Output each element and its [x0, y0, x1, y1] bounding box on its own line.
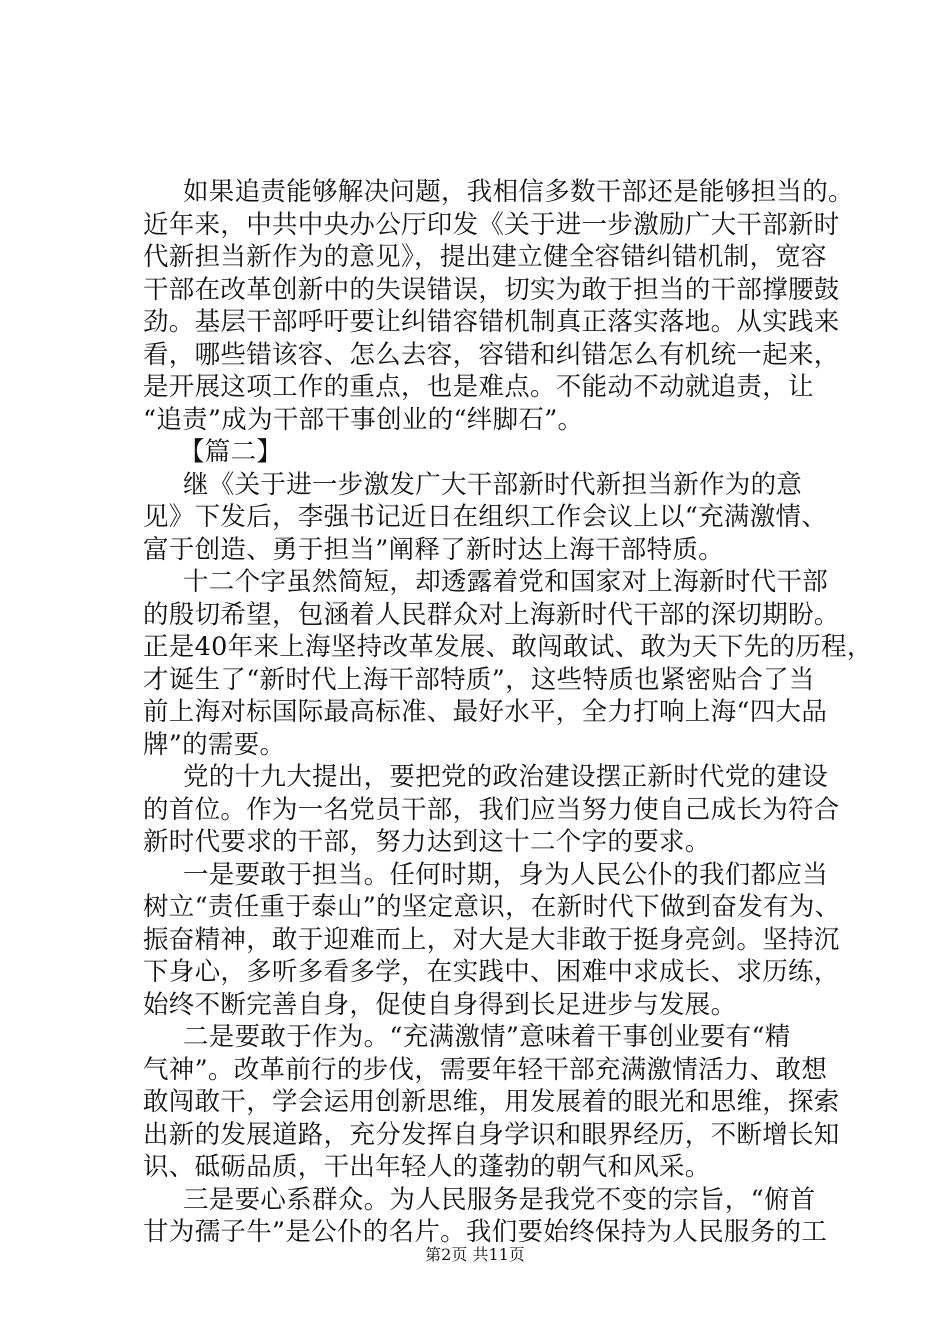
text-line: 气神”。改革前行的步伐，需要年轻干部充满激情活力、敢想 [143, 1054, 828, 1085]
text-line: 下身心，多听多看多学，在实践中、困难中求成长、求历练， [143, 957, 840, 987]
text-line: 敢闯敢干，学会运用创新思维，用发展着的眼光和思维，探索 [143, 1087, 840, 1117]
text-line: 看，哪些错该容、怎么去容，容错和纠错怎么有机统一起来， [143, 339, 840, 370]
text-line: 二是要敢于作为。“充满激情”意味着干事创业要有“精 [183, 1022, 791, 1052]
text-line: 前上海对标国际最高标准、最好水平，全力打响上海“四大品 [143, 697, 828, 727]
text-line: 的殷切希望，包涵着人民群众对上海新时代干部的深切期盼。 [143, 599, 840, 630]
text-line: 树立“责任重于泰山”的坚定意识，在新时代下做到奋发有为、 [143, 892, 841, 922]
text-line: 始终不断完善自身，促使自身得到长足进步与发展。 [143, 989, 737, 1020]
text-line: 如果追责能够解决问题，我相信多数干部还是能够担当的。 [183, 177, 854, 207]
text-line: 才诞生了“新时代上海干部特质”，这些特质也紧密贴合了当 [143, 664, 815, 695]
text-line: 十二个字虽然简短，却透露着党和国家对上海新时代干部 [183, 567, 829, 597]
text-line: 出新的发展道路，充分发挥自身学识和眼界经历，不断增长知 [143, 1119, 840, 1150]
text-line: 识、砥砺品质，干出年轻人的蓬勃的朝气和风采。 [143, 1152, 711, 1182]
text-line: 牌”的需要。 [143, 729, 286, 760]
text-line: 见》下发后，李强书记近日在组织工作会议上以“充满激情、 [143, 502, 828, 532]
text-line: 劲。基层干部呼吁要让纠错容错机制真正落实落地。从实践来 [143, 307, 840, 337]
text-line: 一是要敢于担当。任何时期，身为人民公仆的我们都应当 [183, 859, 829, 890]
text-line: 继《关于进一步激发广大干部新时代新担当新作为的意 [183, 469, 803, 500]
text-line: 的首位。作为一名党员干部，我们应当努力使自己成长为符合 [143, 794, 840, 825]
section-heading: 【篇二】 [179, 437, 283, 467]
text-line: 党的十九大提出，要把党的政治建设摆正新时代党的建设 [183, 762, 829, 792]
text-line: 正是40年来上海坚持改革发展、敢闯敢试、敢为天下先的历程， [143, 632, 873, 662]
text-line: 甘为孺子牛”是公仆的名片。我们要始终保持为人民服务的工 [143, 1217, 828, 1247]
text-line: 三是要心系群众。为人民服务是我党不变的宗旨，“俯首 [183, 1184, 816, 1215]
text-line: “追责”成为干部干事创业的“绊脚石”。 [143, 404, 584, 435]
page-number-footer: 第2页 共11页 [425, 1245, 525, 1264]
text-line: 近年来，中共中央办公厅印发《关于进一步激励广大干部新时 [143, 209, 840, 240]
text-line: 干部在改革创新中的失误错误，切实为敢于担当的干部撑腰鼓 [143, 274, 840, 305]
document-body [143, 176, 873, 1249]
text-line: 新时代要求的干部，努力达到这十二个字的要求。 [143, 827, 711, 857]
text-line: 是开展这项工作的重点，也是难点。不能动不动就追责，让 [143, 372, 814, 402]
text-line: 振奋精神，敢于迎难而上，对大是大非敢于挺身亮剑。坚持沉 [143, 924, 840, 955]
text-line: 富于创造、勇于担当”阐释了新时达上海干部特质。 [143, 534, 724, 565]
text-line: 代新担当新作为的意见》，提出建立健全容错纠错机制，宽容 [143, 242, 827, 272]
